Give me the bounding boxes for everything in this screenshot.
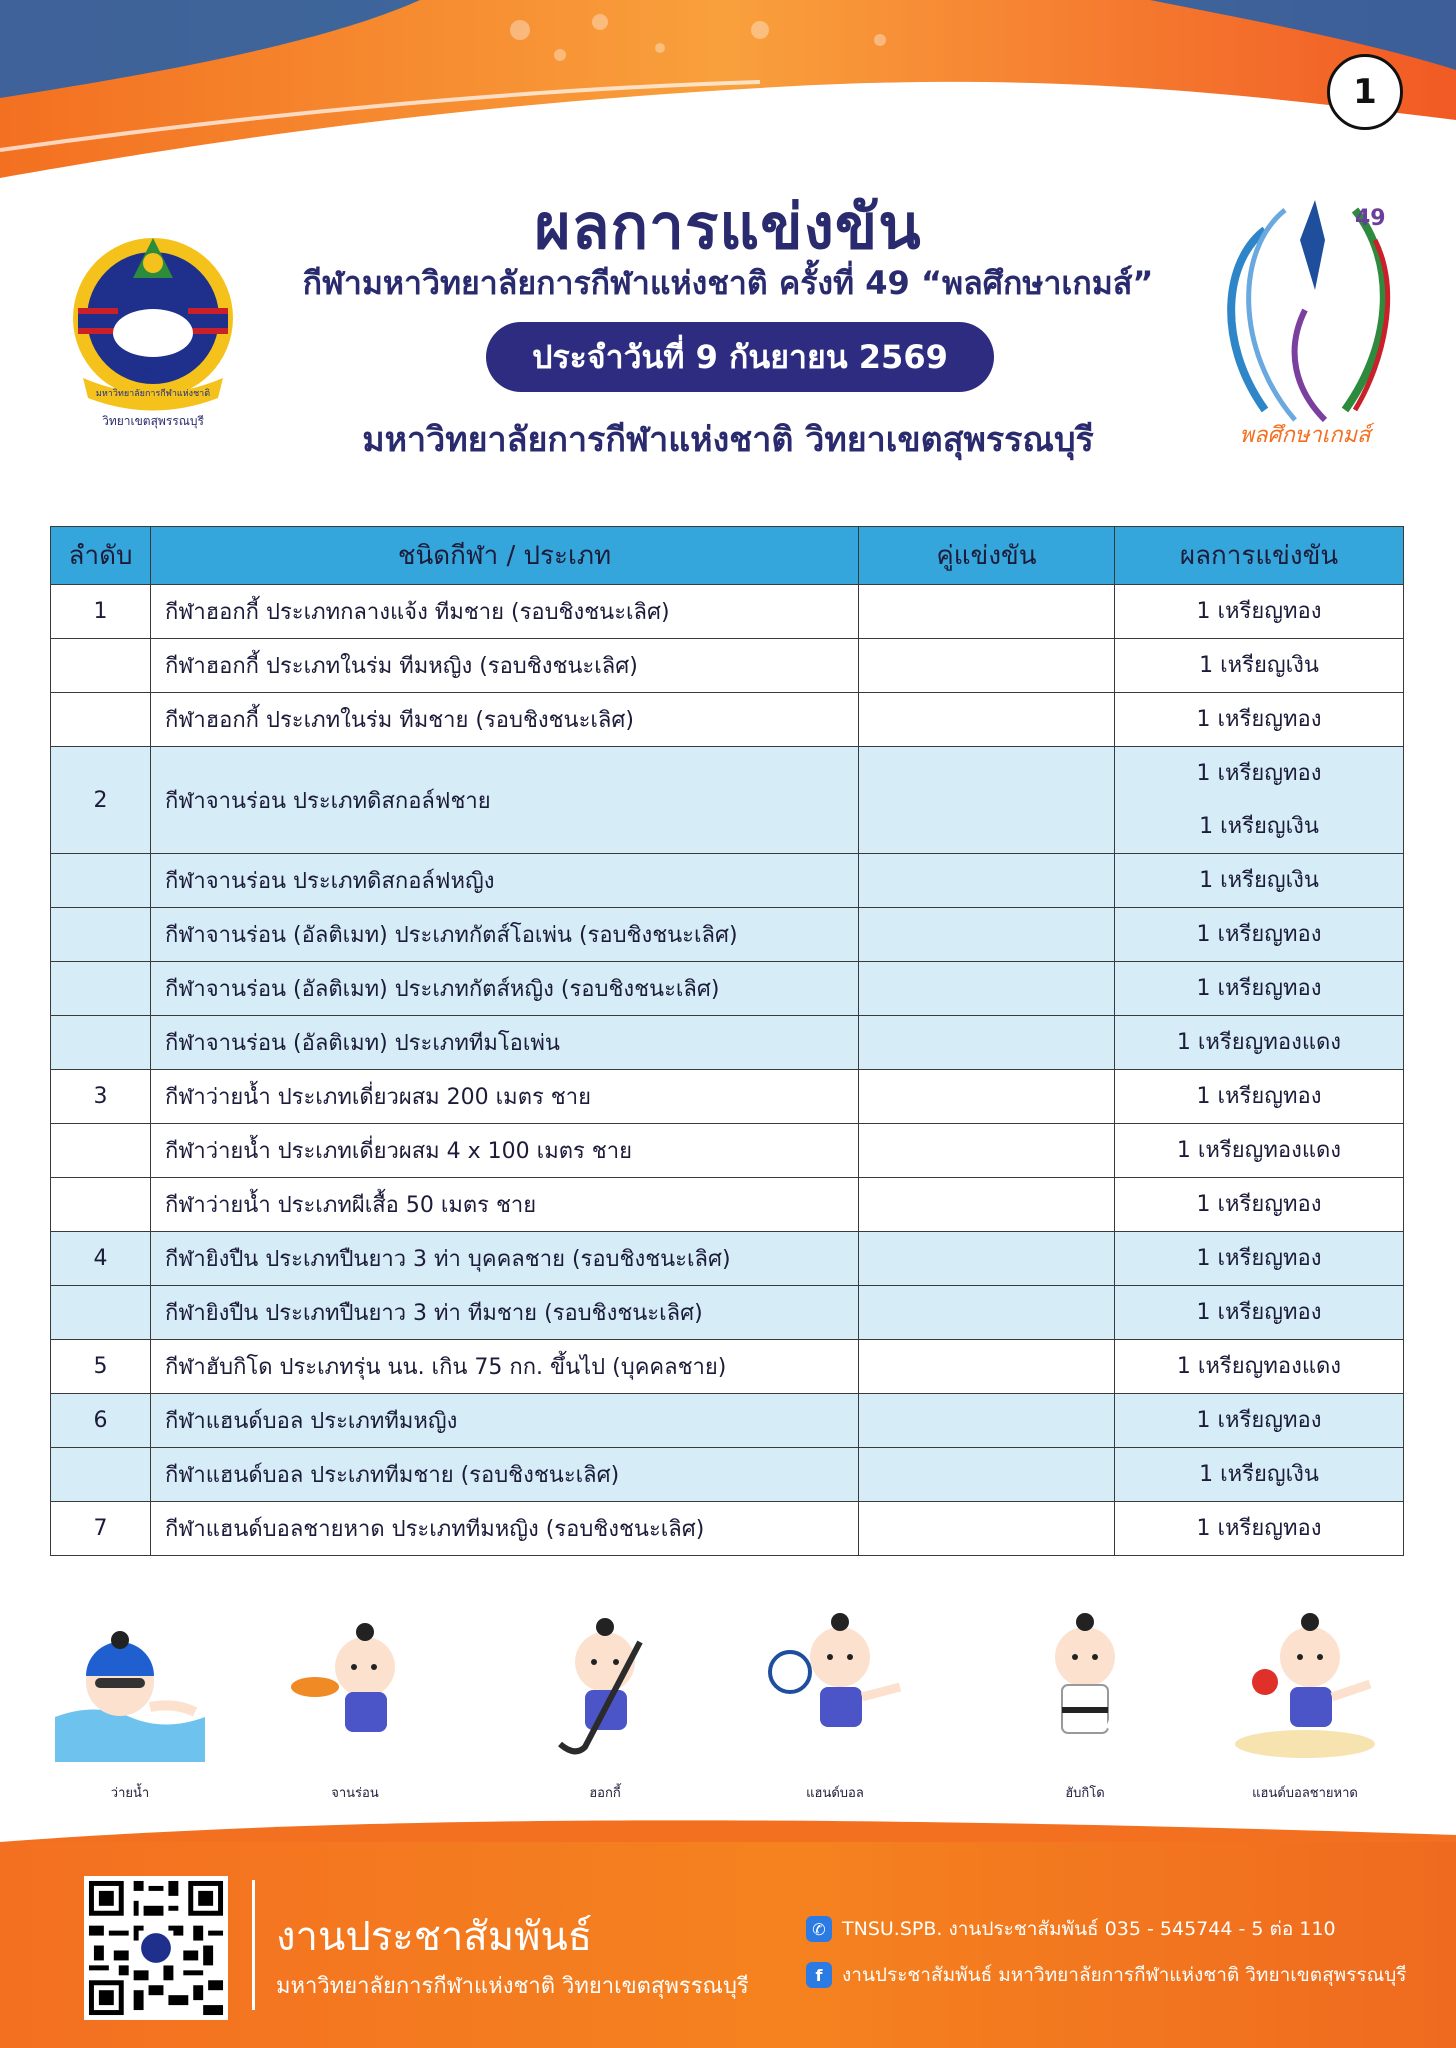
- row-number: 7: [51, 1502, 151, 1556]
- row-result: [1115, 1286, 1404, 1340]
- campus-name: มหาวิทยาลัยการกีฬาแห่งชาติ วิทยาเขตสุพรรณบุรี: [362, 420, 1094, 460]
- table-row: [51, 1502, 1404, 1556]
- table-row: [51, 1394, 1404, 1448]
- handball-mascot-icon: [760, 1612, 910, 1762]
- row-number: [51, 854, 151, 908]
- row-number: [51, 962, 151, 1016]
- table-row: [51, 1124, 1404, 1178]
- row-number: [51, 1016, 151, 1070]
- games-logo-number: 49: [1355, 206, 1386, 231]
- row-result: [1115, 1448, 1404, 1502]
- row-sport: กีฬาจานร่อน (อัลติเมท) ประเภทกัตส์หญิง (รอบชิงชนะเลิศ): [151, 962, 859, 1016]
- row-sport: กีฬาจานร่อน (อัลติเมท) ประเภทกัตส์โอเพ่น (รอบชิงชนะเลิศ): [151, 908, 859, 962]
- medal-result: 1 เหรียญเงิน: [1199, 1462, 1319, 1487]
- row-sport: กีฬายิงปืน ประเภทปืนยาว 3 ท่า ทีมชาย (รอบชิงชนะเลิศ): [151, 1286, 859, 1340]
- table-row: [51, 1340, 1404, 1394]
- medal-result: 1 เหรียญทองแดง: [1176, 1030, 1342, 1055]
- footer-title: งานประชาสัมพันธ์: [276, 1914, 593, 1960]
- row-number: [51, 908, 151, 962]
- swimming-mascot-icon: [55, 1612, 205, 1762]
- page-number: 1: [1327, 54, 1403, 130]
- emblem-ribbon-text: มหาวิทยาลัยการกีฬาแห่งชาติ: [95, 389, 211, 399]
- frisbee-mascot-icon: [280, 1612, 430, 1762]
- row-result: [1115, 747, 1404, 854]
- table-row: [51, 962, 1404, 1016]
- row-sport: กีฬายิงปืน ประเภทปืนยาว 3 ท่า บุคคลชาย (รอบชิงชนะเลิศ): [151, 1232, 859, 1286]
- footer-divider: [252, 1880, 255, 2010]
- medal-result: 1 เหรียญเงิน: [1199, 653, 1319, 678]
- row-opponent: [859, 1178, 1115, 1232]
- medal-result: 1 เหรียญเงิน: [1199, 814, 1319, 839]
- medal-result: 1 เหรียญทอง: [1196, 1192, 1322, 1217]
- footer-subtitle: มหาวิทยาลัยการกีฬาแห่งชาติ วิทยาเขตสุพรรณบุรี: [276, 1974, 749, 1999]
- medal-result: 1 เหรียญทอง: [1196, 976, 1322, 1001]
- phone-contact[interactable]: [806, 1914, 1336, 1944]
- results-table-body: [51, 585, 1404, 1556]
- medal-result: 1 เหรียญเงิน: [1199, 868, 1319, 893]
- results-table: [50, 526, 1404, 1556]
- table-row: [51, 639, 1404, 693]
- row-number: 3: [51, 1070, 151, 1124]
- row-sport: กีฬาฮอกกี้ ประเภทกลางแจ้ง ทีมชาย (รอบชิงชนะเลิศ): [151, 585, 859, 639]
- row-sport: กีฬาฮอกกี้ ประเภทในร่ม ทีมหญิง (รอบชิงชนะเลิศ): [151, 639, 859, 693]
- hapkido-mascot-icon: [1010, 1612, 1160, 1762]
- medal-result: 1 เหรียญทอง: [1196, 761, 1322, 786]
- row-opponent: [859, 1340, 1115, 1394]
- row-number: 2: [51, 747, 151, 854]
- row-sport: กีฬาแฮนด์บอลชายหาด ประเภททีมหญิง (รอบชิงชนะเลิศ): [151, 1502, 859, 1556]
- row-opponent: [859, 639, 1115, 693]
- header-result: ผลการแข่งขัน: [1115, 527, 1404, 585]
- row-result: [1115, 1070, 1404, 1124]
- row-result: [1115, 1502, 1404, 1556]
- row-number: 5: [51, 1340, 151, 1394]
- row-result: [1115, 693, 1404, 747]
- medal-result: 1 เหรียญทองแดง: [1176, 1354, 1342, 1379]
- row-opponent: [859, 854, 1115, 908]
- page-subtitle: กีฬามหาวิทยาลัยการกีฬาแห่งชาติ ครั้งที่ 49 “พลศึกษาเกมส์”: [302, 264, 1154, 302]
- row-opponent: [859, 1286, 1115, 1340]
- table-row: [51, 908, 1404, 962]
- row-number: [51, 1124, 151, 1178]
- medal-result: 1 เหรียญทอง: [1196, 1408, 1322, 1433]
- mascot-label-hapkido: ฮับกิโด: [1065, 1786, 1105, 1801]
- mascot-label-swimming: ว่ายน้ำ: [110, 1786, 150, 1801]
- medal-result: 1 เหรียญทอง: [1196, 1246, 1322, 1271]
- row-opponent: [859, 747, 1115, 854]
- header-opponent: คู่แข่งขัน: [859, 527, 1115, 585]
- row-sport: กีฬาว่ายน้ำ ประเภทเดี่ยวผสม 200 เมตร ชาย: [151, 1070, 859, 1124]
- row-number: 6: [51, 1394, 151, 1448]
- facebook-icon: f: [806, 1962, 832, 1988]
- row-result: [1115, 962, 1404, 1016]
- row-number: 1: [51, 585, 151, 639]
- row-number: [51, 1286, 151, 1340]
- row-number: 4: [51, 1232, 151, 1286]
- table-row: [51, 1178, 1404, 1232]
- emblem-year-text: ๒๕๖๒: [139, 364, 167, 375]
- row-opponent: [859, 1394, 1115, 1448]
- row-opponent: [859, 585, 1115, 639]
- row-opponent: [859, 1448, 1115, 1502]
- phone-icon: ✆: [806, 1916, 832, 1942]
- row-sport: กีฬาฮับกิโด ประเภทรุ่น นน. เกิน 75 กก. ขึ้นไป (บุคคลชาย): [151, 1340, 859, 1394]
- row-number: [51, 693, 151, 747]
- mascot-label-beach-handball: แฮนด์บอลชายหาด: [1252, 1786, 1358, 1801]
- table-row: [51, 693, 1404, 747]
- table-row: [51, 1286, 1404, 1340]
- page-title: ผลการแข่งขัน: [534, 190, 922, 263]
- row-sport: กีฬาว่ายน้ำ ประเภทเดี่ยวผสม 4 x 100 เมตร ชาย: [151, 1124, 859, 1178]
- row-number: [51, 639, 151, 693]
- header-decoration: [0, 0, 1456, 185]
- row-sport: กีฬาฮอกกี้ ประเภทในร่ม ทีมชาย (รอบชิงชนะเลิศ): [151, 693, 859, 747]
- table-row: [51, 747, 1404, 854]
- row-number: [51, 1178, 151, 1232]
- row-opponent: [859, 693, 1115, 747]
- row-opponent: [859, 1016, 1115, 1070]
- header-sport: ชนิดกีฬา / ประเภท: [151, 527, 859, 585]
- row-sport: กีฬาจานร่อน (อัลติเมท) ประเภททีมโอเพ่น: [151, 1016, 859, 1070]
- table-row: [51, 1070, 1404, 1124]
- medal-result: 1 เหรียญทอง: [1196, 1300, 1322, 1325]
- table-row: [51, 854, 1404, 908]
- mascot-label-handball: แฮนด์บอล: [806, 1786, 864, 1801]
- medal-result: 1 เหรียญทอง: [1196, 1084, 1322, 1109]
- medal-result: 1 เหรียญทอง: [1196, 599, 1322, 624]
- row-opponent: [859, 908, 1115, 962]
- row-result: [1115, 854, 1404, 908]
- row-number: [51, 1448, 151, 1502]
- table-row: [51, 585, 1404, 639]
- mascot-label-hockey: ฮอกกี้: [589, 1786, 621, 1801]
- row-result: [1115, 1124, 1404, 1178]
- facebook-contact[interactable]: [806, 1960, 1407, 1990]
- beach-handball-mascot-icon: [1230, 1612, 1380, 1762]
- medal-result: 1 เหรียญทอง: [1196, 922, 1322, 947]
- medal-result: 1 เหรียญทอง: [1196, 707, 1322, 732]
- row-result: [1115, 1340, 1404, 1394]
- medal-result: 1 เหรียญทอง: [1196, 1516, 1322, 1541]
- phone-text: TNSU.SPB. งานประชาสัมพันธ์ 035 - 545744 - 5 ต่อ 110: [842, 1918, 1336, 1940]
- table-row: [51, 1448, 1404, 1502]
- table-header-row: [51, 527, 1404, 585]
- row-sport: กีฬาแฮนด์บอล ประเภททีมหญิง: [151, 1394, 859, 1448]
- table-row: [51, 1232, 1404, 1286]
- row-opponent: [859, 1232, 1115, 1286]
- row-sport: กีฬาจานร่อน ประเภทดิสกอล์ฟชาย: [151, 747, 859, 854]
- medal-result: 1 เหรียญทองแดง: [1176, 1138, 1342, 1163]
- row-result: [1115, 908, 1404, 962]
- hockey-mascot-icon: [530, 1612, 680, 1762]
- row-opponent: [859, 1070, 1115, 1124]
- mascot-label-frisbee: จานร่อน: [331, 1786, 379, 1801]
- date-badge: ประจำวันที่ 9 กันยายน 2569: [486, 322, 994, 392]
- header-order: ลำดับ: [51, 527, 151, 585]
- row-result: [1115, 639, 1404, 693]
- row-result: [1115, 1394, 1404, 1448]
- row-opponent: [859, 1124, 1115, 1178]
- row-result: [1115, 585, 1404, 639]
- qr-code-icon[interactable]: [84, 1876, 228, 2020]
- row-result: [1115, 1232, 1404, 1286]
- row-sport: กีฬาว่ายน้ำ ประเภทผีเสื้อ 50 เมตร ชาย: [151, 1178, 859, 1232]
- row-sport: กีฬาจานร่อน ประเภทดิสกอล์ฟหญิง: [151, 854, 859, 908]
- row-result: [1115, 1178, 1404, 1232]
- emblem-caption: วิทยาเขตสุพรรณบุรี: [102, 414, 204, 428]
- row-opponent: [859, 1502, 1115, 1556]
- facebook-text: งานประชาสัมพันธ์ มหาวิทยาลัยการกีฬาแห่งชาติ วิทยาเขตสุพรรณบุรี: [842, 1964, 1407, 1986]
- row-result: [1115, 1016, 1404, 1070]
- table-row: [51, 1016, 1404, 1070]
- games-logo-text: พลศึกษาเกมส์: [1239, 423, 1371, 448]
- row-opponent: [859, 962, 1115, 1016]
- row-sport: กีฬาแฮนด์บอล ประเภททีมชาย (รอบชิงชนะเลิศ): [151, 1448, 859, 1502]
